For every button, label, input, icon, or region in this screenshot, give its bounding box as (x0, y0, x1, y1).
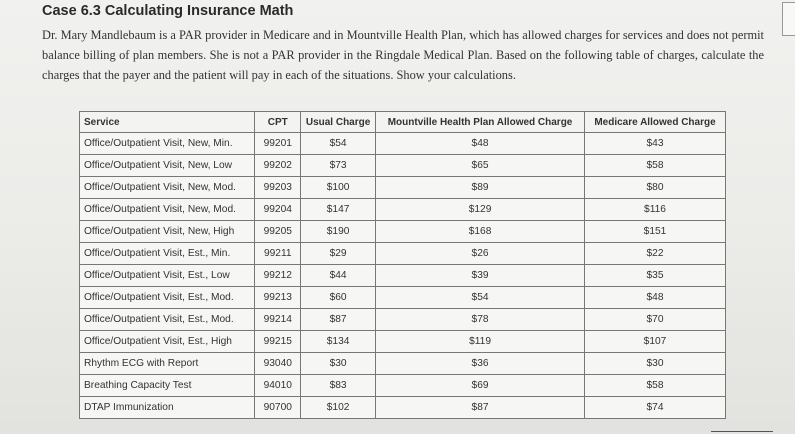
cell-usual-charge: $54 (301, 133, 376, 155)
cell-service: Office/Outpatient Visit, New, Min. (80, 133, 255, 155)
cell-cpt: 99213 (255, 287, 301, 309)
table-row (80, 375, 726, 397)
cell-cpt: 99211 (255, 243, 301, 265)
case-title: Case 6.3 Calculating Insurance Math (42, 3, 294, 19)
cell-cpt: 99214 (255, 309, 301, 331)
cell-usual-charge: $29 (301, 243, 376, 265)
cell-medicare-allowed: $58 (585, 155, 726, 177)
cell-service: Office/Outpatient Visit, New, Low (80, 155, 255, 177)
table-row (80, 309, 726, 331)
cell-mountville-allowed: $26 (376, 243, 585, 265)
cell-medicare-allowed: $35 (585, 265, 726, 287)
header-medicare-allowed: Medicare Allowed Charge (585, 112, 726, 133)
cell-mountville-allowed: $119 (376, 331, 585, 353)
cell-cpt: 99203 (255, 177, 301, 199)
cell-cpt: 99205 (255, 221, 301, 243)
table-row (80, 287, 726, 309)
cell-mountville-allowed: $129 (376, 199, 585, 221)
cell-medicare-allowed: $58 (585, 375, 726, 397)
cell-cpt: 90700 (255, 397, 301, 419)
cell-usual-charge: $147 (301, 199, 376, 221)
cell-usual-charge: $100 (301, 177, 376, 199)
cell-usual-charge: $87 (301, 309, 376, 331)
cell-usual-charge: $83 (301, 375, 376, 397)
cell-usual-charge: $134 (301, 331, 376, 353)
cell-mountville-allowed: $48 (376, 133, 585, 155)
cell-service: Office/Outpatient Visit, Est., Low (80, 265, 255, 287)
table-header-row (80, 112, 726, 133)
cell-cpt: 99201 (255, 133, 301, 155)
answer-line (711, 431, 773, 432)
table-row (80, 265, 726, 287)
cell-service: Office/Outpatient Visit, Est., Mod. (80, 309, 255, 331)
cell-medicare-allowed: $30 (585, 353, 726, 375)
table-row (80, 199, 726, 221)
cell-cpt: 99215 (255, 331, 301, 353)
cell-cpt: 99212 (255, 265, 301, 287)
cell-service: Office/Outpatient Visit, Est., Min. (80, 243, 255, 265)
cell-medicare-allowed: $80 (585, 177, 726, 199)
table-row (80, 221, 726, 243)
cell-mountville-allowed: $89 (376, 177, 585, 199)
table-row (80, 155, 726, 177)
cell-medicare-allowed: $48 (585, 287, 726, 309)
table-row (80, 133, 726, 155)
cell-mountville-allowed: $78 (376, 309, 585, 331)
charges-table (79, 111, 726, 419)
cell-medicare-allowed: $22 (585, 243, 726, 265)
answer-box (782, 2, 795, 36)
cell-service: Office/Outpatient Visit, New, Mod. (80, 199, 255, 221)
cell-medicare-allowed: $43 (585, 133, 726, 155)
header-service: Service (80, 112, 255, 133)
header-cpt: CPT (255, 112, 301, 133)
table-row (80, 243, 726, 265)
cell-cpt: 99202 (255, 155, 301, 177)
cell-medicare-allowed: $74 (585, 397, 726, 419)
cell-usual-charge: $190 (301, 221, 376, 243)
cell-service: Office/Outpatient Visit, Est., High (80, 331, 255, 353)
cell-cpt: 93040 (255, 353, 301, 375)
cell-medicare-allowed: $151 (585, 221, 726, 243)
case-description: Dr. Mary Mandlebaum is a PAR provider in Medicare and in Mountville Health Plan, which has allowed charges for services and does not permit balance billing of plan members. She is not a PAR provider in the Ringdale Medical Plan. Based on the following table of charges, calculate the charges that the payer and the patient will pay in each of the situations. Show your calculations. (42, 28, 764, 82)
header-mountville-allowed: Mountville Health Plan Allowed Charge (376, 112, 585, 133)
cell-mountville-allowed: $36 (376, 353, 585, 375)
cell-medicare-allowed: $116 (585, 199, 726, 221)
cell-usual-charge: $44 (301, 265, 376, 287)
cell-mountville-allowed: $69 (376, 375, 585, 397)
table-row (80, 353, 726, 375)
cell-medicare-allowed: $107 (585, 331, 726, 353)
cell-service: DTAP Immunization (80, 397, 255, 419)
cell-usual-charge: $73 (301, 155, 376, 177)
cell-usual-charge: $102 (301, 397, 376, 419)
table-row (80, 177, 726, 199)
table-row (80, 331, 726, 353)
table-row (80, 397, 726, 419)
cell-service: Office/Outpatient Visit, Est., Mod. (80, 287, 255, 309)
cell-service: Breathing Capacity Test (80, 375, 255, 397)
cell-mountville-allowed: $168 (376, 221, 585, 243)
cell-usual-charge: $30 (301, 353, 376, 375)
cell-cpt: 99204 (255, 199, 301, 221)
cell-service: Office/Outpatient Visit, New, Mod. (80, 177, 255, 199)
cell-usual-charge: $60 (301, 287, 376, 309)
cell-mountville-allowed: $87 (376, 397, 585, 419)
cell-medicare-allowed: $70 (585, 309, 726, 331)
cell-mountville-allowed: $54 (376, 287, 585, 309)
cell-mountville-allowed: $39 (376, 265, 585, 287)
header-usual-charge: Usual Charge (301, 112, 376, 133)
cell-cpt: 94010 (255, 375, 301, 397)
cell-service: Rhythm ECG with Report (80, 353, 255, 375)
cell-mountville-allowed: $65 (376, 155, 585, 177)
cell-service: Office/Outpatient Visit, New, High (80, 221, 255, 243)
